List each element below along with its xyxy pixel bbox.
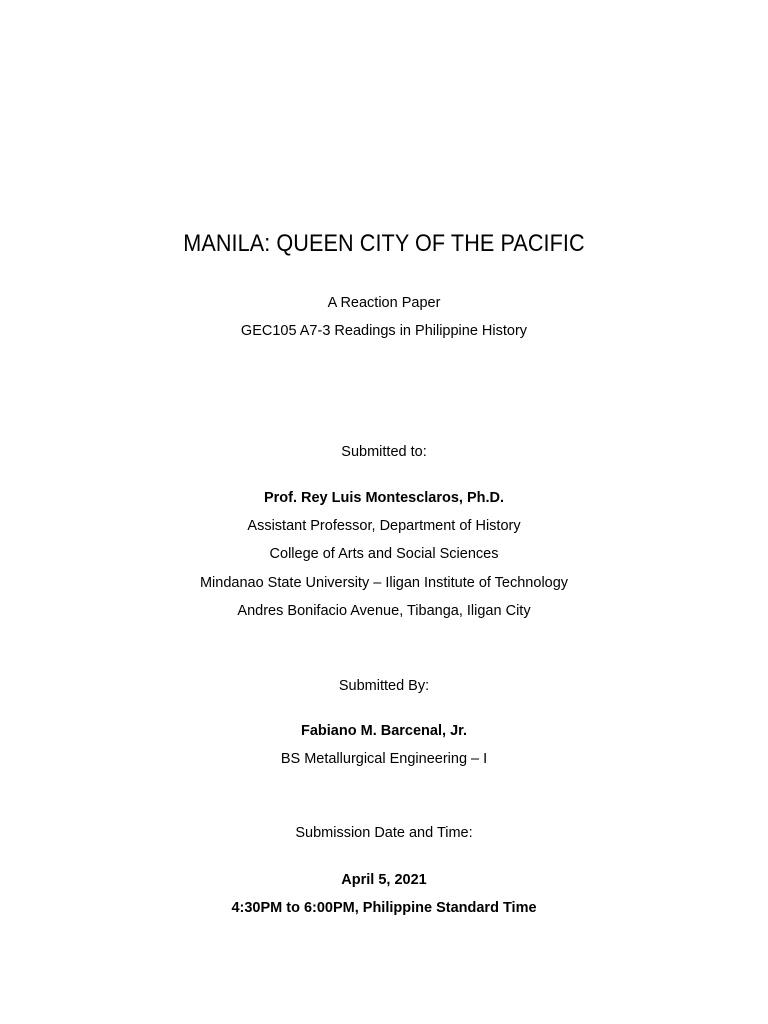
university-name: Mindanao State University – Iligan Institute of Technology bbox=[199, 575, 569, 591]
course-name: GEC105 A7-3 Readings in Philippine History bbox=[240, 323, 528, 339]
submission-time: 4:30PM to 6:00PM, Philippine Standard Time bbox=[231, 900, 537, 916]
submission-label: Submission Date and Time: bbox=[295, 825, 473, 841]
student-program: BS Metallurgical Engineering – I bbox=[280, 751, 488, 767]
professor-position: Assistant Professor, Department of History bbox=[247, 518, 521, 534]
student-name: Fabiano M. Barcenal, Jr. bbox=[301, 723, 467, 739]
paper-type: A Reaction Paper bbox=[327, 295, 441, 311]
university-address: Andres Bonifacio Avenue, Tibanga, Iligan City bbox=[237, 603, 531, 619]
college-name: College of Arts and Social Sciences bbox=[269, 546, 499, 562]
professor-name: Prof. Rey Luis Montesclaros, Ph.D. bbox=[263, 490, 505, 506]
submitted-by-label: Submitted By: bbox=[338, 678, 430, 694]
submission-date: April 5, 2021 bbox=[341, 872, 427, 888]
submitted-to-label: Submitted to: bbox=[341, 444, 427, 460]
document-title: MANILA: QUEEN CITY OF THE PACIFIC bbox=[183, 230, 585, 257]
